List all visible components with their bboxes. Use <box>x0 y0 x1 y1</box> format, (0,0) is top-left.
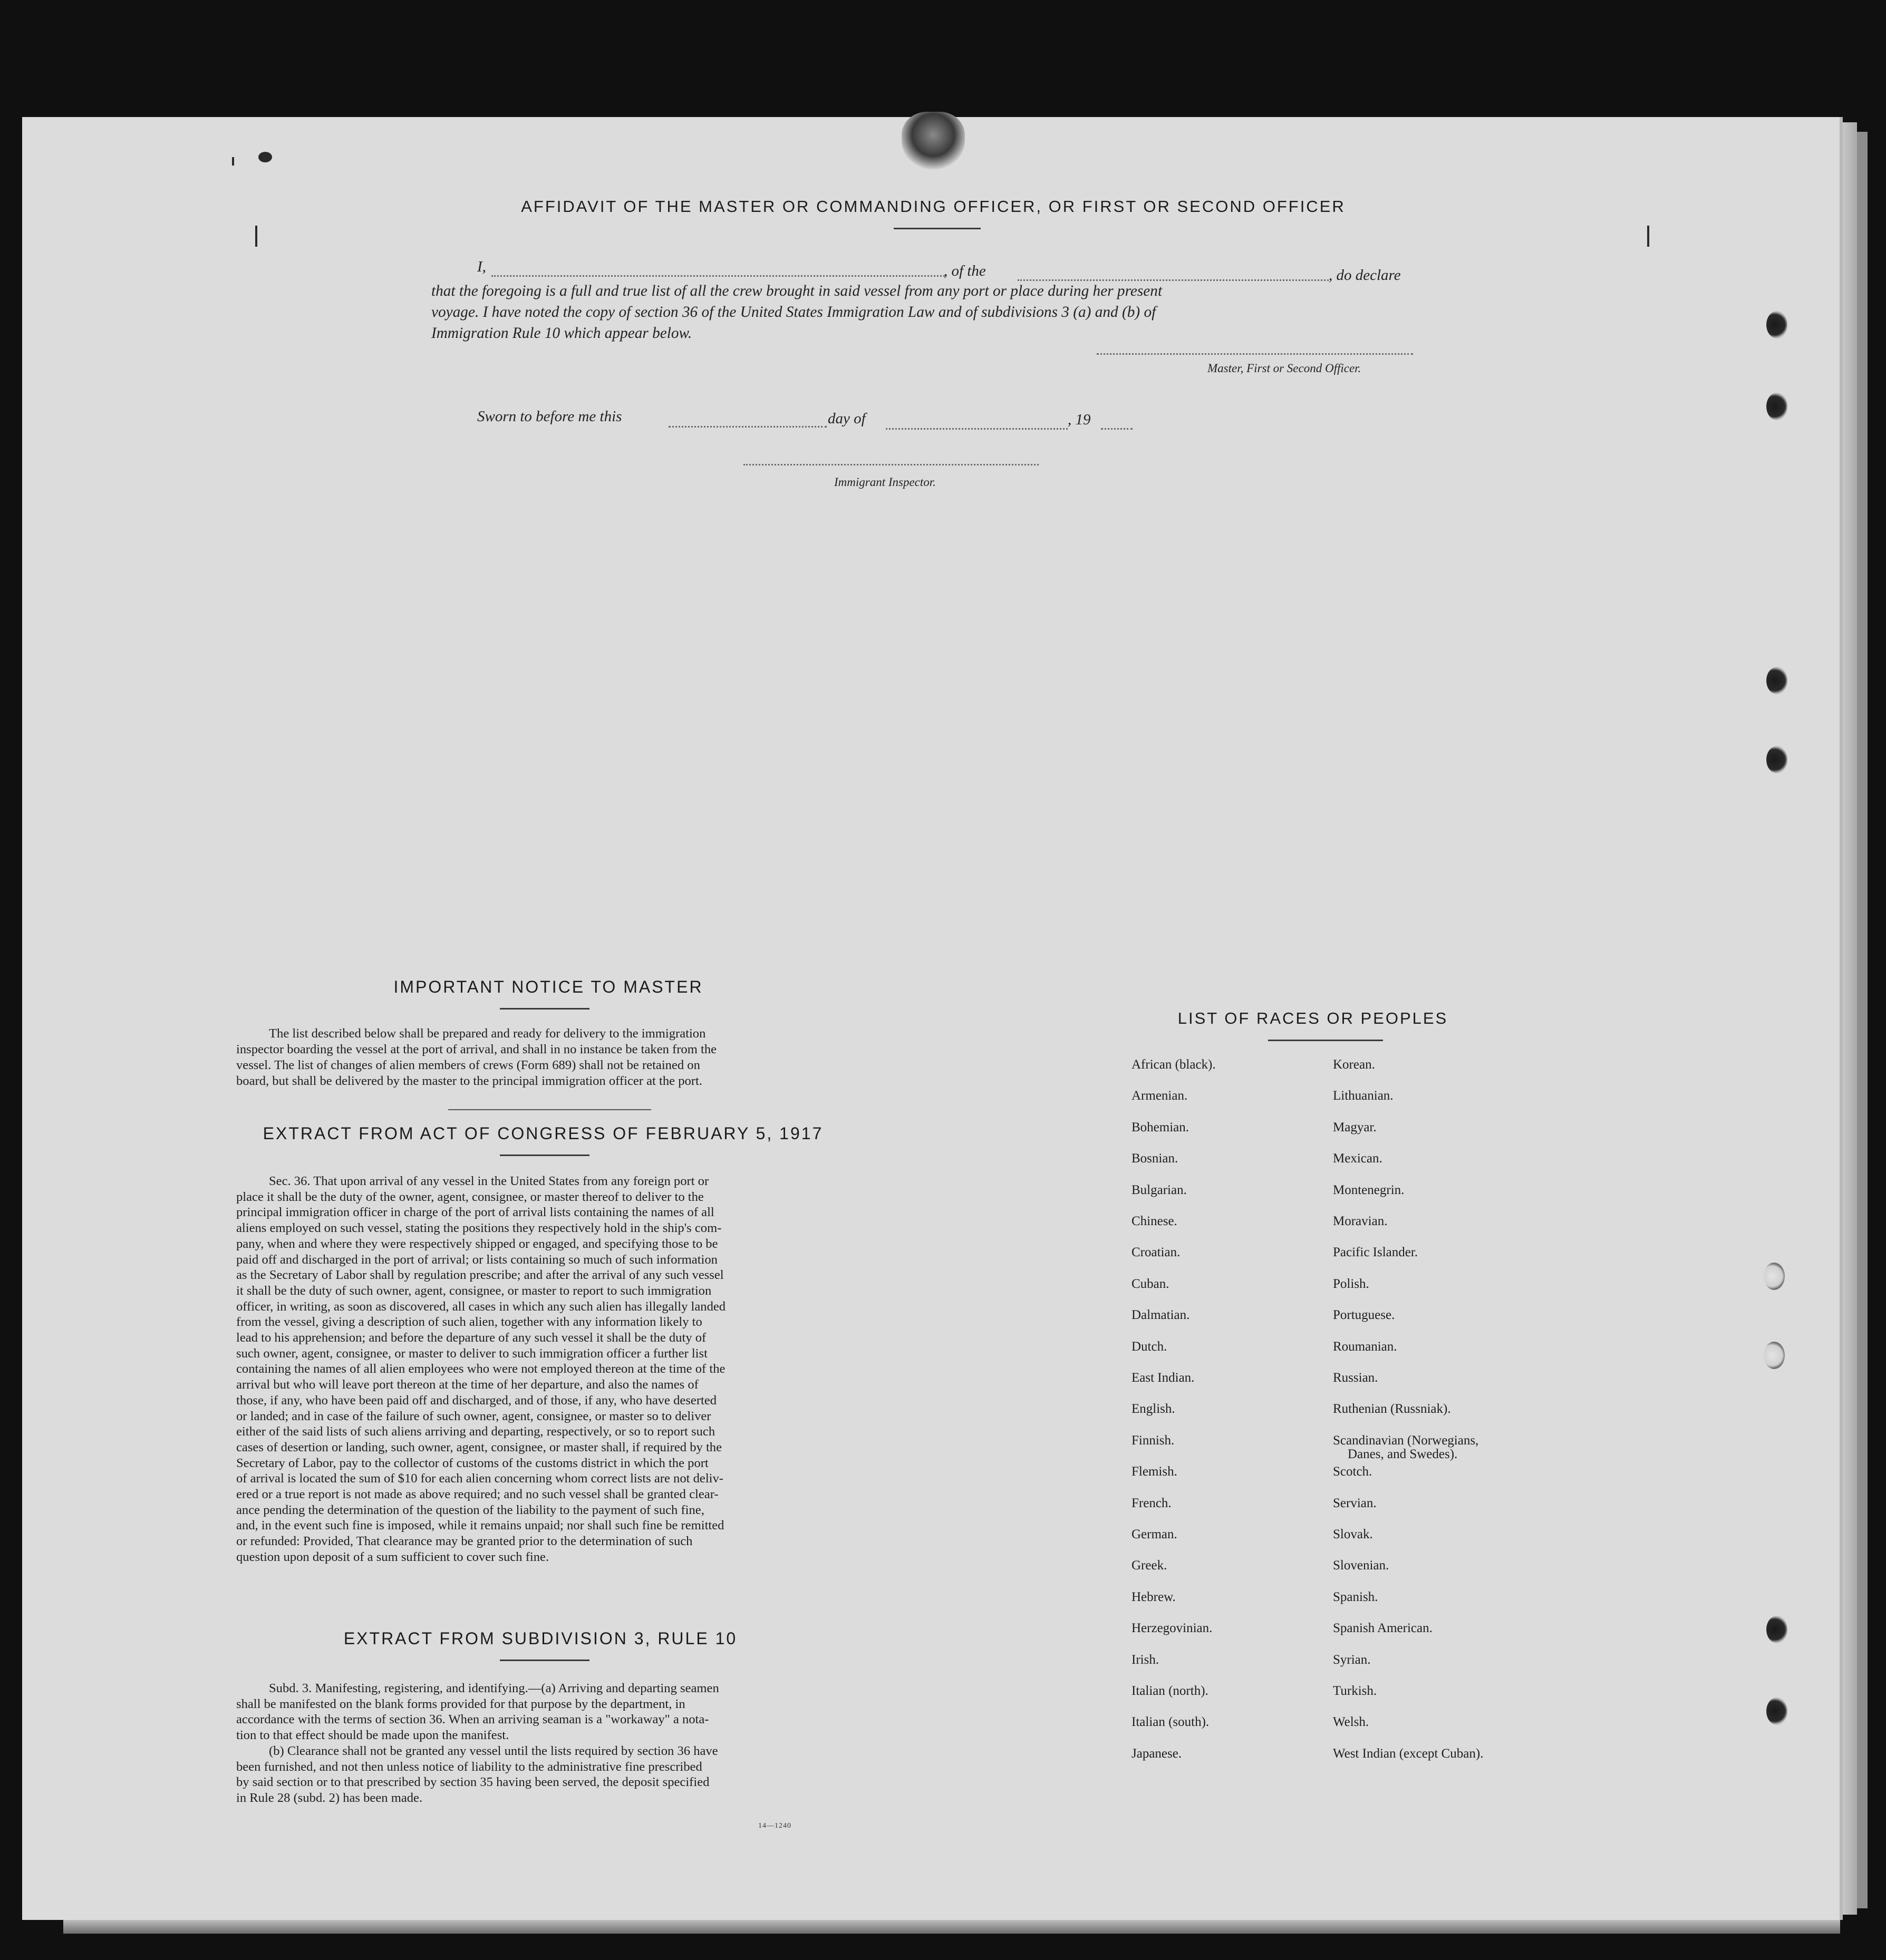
notice-line: vessel. The list of changes of alien members of crews (Form 689) shall not be retained on <box>236 1058 700 1072</box>
text-line: and, in the event such fine is imposed, while it remains unpaid; nor shall such fine be remitted <box>236 1518 724 1533</box>
race-entry: Spanish. <box>1333 1589 1378 1604</box>
notice-line: The list described below shall be prepared and ready for delivery to the immigration <box>269 1026 706 1041</box>
race-entry: Herzegovinian. <box>1131 1621 1213 1636</box>
text-line: officer, in writing, as soon as discovered, all cases in which any such alien has illegally landed <box>236 1299 726 1314</box>
affidavit-title: AFFIDAVIT OF THE MASTER OR COMMANDING OFFICER, OR FIRST OR SECOND OFFICER <box>521 197 1346 216</box>
text-line: or refunded: Provided, That clearance may be granted prior to the determination of such <box>236 1534 693 1549</box>
text-line: of arrival is located the sum of $10 for each alien concerning whom correct lists are not deliv- <box>236 1471 723 1486</box>
text-line: pany, when and where they were respectively shipped or engaged, and specifying those to be <box>236 1236 718 1251</box>
page-bottom-edge <box>63 1920 1840 1934</box>
text-line: shall be manifested on the blank forms provided for that purpose by the department, in <box>236 1696 685 1711</box>
text-line: principal immigration officer in charge of the port of arrival lists containing the names of all <box>236 1205 714 1220</box>
binder-hole <box>1764 1342 1785 1369</box>
master-signature-blank[interactable] <box>1097 353 1413 355</box>
text-line: as the Secretary of Labor shall by regulation prescribe; and after the arrival of any such vessel <box>236 1268 724 1283</box>
race-entry: Armenian. <box>1131 1089 1188 1103</box>
race-entry: Lithuanian. <box>1333 1089 1394 1103</box>
race-entry: Croatian. <box>1131 1245 1181 1260</box>
race-entry: Polish. <box>1333 1276 1369 1291</box>
text-line: paid off and discharged in the port of arrival; or lists containing so much of such information <box>236 1252 718 1267</box>
race-entry: Bulgarian. <box>1131 1182 1187 1197</box>
notice-rule <box>500 1008 589 1010</box>
affidavit-of-the: , of the <box>944 263 986 279</box>
text-line: either of the said lists of such aliens arriving and departing, respectively, or so to report such <box>236 1424 715 1439</box>
text-line: ance pending the determination of the question of the liability to the payment of such fine, <box>236 1502 704 1517</box>
sworn-month-blank[interactable] <box>886 428 1068 430</box>
text-line: in Rule 28 (subd. 2) has been made. <box>236 1790 423 1805</box>
scan-mark <box>1647 226 1649 247</box>
notice-line: board, but shall be delivered by the master to the principal immigration officer at the port. <box>236 1074 702 1088</box>
race-entry: German. <box>1131 1527 1177 1541</box>
scan-mark <box>258 152 272 162</box>
race-entry: Chinese. <box>1131 1214 1177 1228</box>
race-entry: Montenegrin. <box>1333 1182 1405 1197</box>
sworn-day-blank[interactable] <box>669 426 827 428</box>
title-rule <box>894 228 981 229</box>
affidavit-i: I, <box>477 258 486 275</box>
race-entry: Greek. <box>1131 1558 1167 1573</box>
text-line: from the vessel, giving a description of such alien, together with any information likely to <box>236 1315 702 1330</box>
page-stack-edge <box>1857 132 1868 1908</box>
binder-hole <box>1766 1616 1787 1643</box>
race-entry: Spanish American. <box>1333 1621 1433 1636</box>
binder-hole <box>1764 1263 1785 1290</box>
staple-mark <box>902 112 965 170</box>
text-line: such owner, agent, consignee, or master to deliver to such immigration officer a further list <box>236 1346 708 1361</box>
vessel-blank[interactable] <box>1018 279 1329 281</box>
inspector-signature-blank[interactable] <box>743 464 1039 465</box>
race-entry: Russian. <box>1333 1371 1378 1385</box>
text-line: ered or a true report is not made as above required; and no such vessel shall be granted clear- <box>236 1487 719 1501</box>
races-title: LIST OF RACES OR PEOPLES <box>1177 1009 1448 1027</box>
text-line: tion to that effect should be made upon the manifest. <box>236 1728 509 1743</box>
text-line: cases of desertion or landing, such owner, agent, consignee, or master shall, if required by the <box>236 1440 722 1454</box>
race-entry: African (black). <box>1131 1057 1216 1072</box>
binder-hole <box>1766 1697 1787 1725</box>
race-entry: Italian (north). <box>1131 1684 1208 1698</box>
text-line: it shall be the duty of such owner, agent, consignee, or master to report to such immigration <box>236 1283 712 1298</box>
master-signature-caption: Master, First or Second Officer. <box>1207 362 1361 375</box>
act-rule <box>500 1154 589 1156</box>
race-entry: Scandinavian (Norwegians, <box>1333 1433 1479 1448</box>
text-line: (b) Clearance shall not be granted any vessel until the lists required by section 36 have <box>269 1743 718 1758</box>
race-entry: Pacific Islander. <box>1333 1245 1418 1260</box>
binder-hole <box>1766 393 1787 420</box>
race-entry: Magyar. <box>1333 1120 1377 1134</box>
race-entry: Cuban. <box>1131 1276 1169 1291</box>
text-line: lead to his apprehension; and before the departure of any such vessel it shall be the duty of <box>236 1331 707 1345</box>
race-entry: Bosnian. <box>1131 1151 1178 1166</box>
race-entry: Dutch. <box>1131 1339 1167 1354</box>
race-entry: Slovak. <box>1333 1527 1373 1541</box>
binder-hole <box>1766 746 1787 773</box>
race-entry: Scotch. <box>1333 1464 1372 1479</box>
race-entry: Syrian. <box>1333 1652 1371 1667</box>
text-line: Secretary of Labor, pay to the collector of customs of the customs district in which the port <box>236 1456 709 1470</box>
race-entry: Portuguese. <box>1333 1308 1395 1323</box>
race-entry: East Indian. <box>1131 1371 1195 1385</box>
race-entry: Roumanian. <box>1333 1339 1397 1354</box>
race-entry: Mexican. <box>1333 1151 1382 1166</box>
race-entry: Ruthenian (Russniak). <box>1333 1402 1451 1416</box>
race-entry: Flemish. <box>1131 1464 1177 1479</box>
text-line: accordance with the terms of section 36. When an arriving seaman is a "workaway" a nota- <box>236 1712 709 1727</box>
text-line: aliens employed on such vessel, stating the positions they respectively hold in the ship's com- <box>236 1221 722 1236</box>
text-line: question upon deposit of a sum sufficient to cover such fine. <box>236 1549 549 1564</box>
race-entry: Japanese. <box>1131 1746 1182 1761</box>
race-entry: Danes, and Swedes). <box>1348 1447 1458 1461</box>
sworn-year: , 19 <box>1068 411 1091 428</box>
race-entry: English. <box>1131 1402 1175 1416</box>
act-extract-title: EXTRACT FROM ACT OF CONGRESS OF FEBRUARY 5, 1917 <box>263 1124 824 1143</box>
text-line: arrival but who will leave port thereon at the time of her departure, and also the names of <box>236 1377 699 1392</box>
race-entry: Irish. <box>1131 1652 1159 1667</box>
notice-title: IMPORTANT NOTICE TO MASTER <box>393 977 703 996</box>
race-entry: Bohemian. <box>1131 1120 1189 1134</box>
race-entry: Korean. <box>1333 1057 1375 1072</box>
affidavit-declare: , do declare <box>1329 267 1401 284</box>
name-blank[interactable] <box>491 275 945 277</box>
text-line: those, if any, who have been paid off and discharged, and of those, if any, who have deserted <box>236 1393 717 1408</box>
race-entry: Dalmatian. <box>1131 1308 1190 1323</box>
races-rule <box>1268 1040 1383 1041</box>
notice-line: inspector boarding the vessel at the port of arrival, and shall in no instance be taken from the <box>236 1042 717 1056</box>
race-entry: Welsh. <box>1333 1715 1369 1730</box>
scan-mark <box>232 157 234 166</box>
race-entry: West Indian (except Cuban). <box>1333 1746 1484 1761</box>
rule-extract-title: EXTRACT FROM SUBDIVISION 3, RULE 10 <box>343 1629 738 1648</box>
text-line: been furnished, and not then unless notice of liability to the administrative fine prescribed <box>236 1759 702 1774</box>
form-number: 14—1240 <box>758 1822 791 1830</box>
binder-hole <box>1766 311 1787 338</box>
scan-mark <box>255 226 257 247</box>
affidavit-line-3: voyage. I have noted the copy of section 36 of the United States Immigration Law and of subdivisions 3 (a) and (b) of <box>431 304 1156 321</box>
affidavit-line-2: that the foregoing is a full and true list of all the crew brought in said vessel from any port or place during her present <box>431 283 1163 299</box>
race-entry: Finnish. <box>1131 1433 1175 1448</box>
text-line: by said section or to that prescribed by section 35 having been served, the deposit specified <box>236 1775 710 1790</box>
race-entry: Hebrew. <box>1131 1589 1176 1604</box>
sworn-year-blank[interactable] <box>1101 428 1133 430</box>
sworn-prefix: Sworn to before me this <box>477 408 622 425</box>
binder-hole <box>1766 667 1787 694</box>
text-line: Subd. 3. Manifesting, registering, and identifying.—(a) Arriving and departing seamen <box>269 1681 719 1695</box>
race-entry: Servian. <box>1333 1496 1377 1510</box>
race-entry: Slovenian. <box>1333 1558 1389 1573</box>
text-line: place it shall be the duty of the owner, agent, consignee, or master thereof to deliver to the <box>236 1189 704 1204</box>
sworn-day-of: day of <box>828 410 866 427</box>
text-line: containing the names of all alien employees who were not employed thereon at the time of the <box>236 1362 726 1376</box>
text-line: Sec. 36. That upon arrival of any vessel in the United States from any foreign port or <box>269 1174 709 1188</box>
race-entry: Turkish. <box>1333 1684 1377 1698</box>
rule-extract-rule <box>500 1660 589 1661</box>
race-entry: Italian (south). <box>1131 1715 1210 1730</box>
text-line: or landed; and in case of the failure of such owner, agent, consignee, or master so to deliver <box>236 1409 711 1423</box>
race-entry: Moravian. <box>1333 1214 1388 1228</box>
document-page <box>22 117 1843 1920</box>
inspector-caption: Immigrant Inspector. <box>834 476 936 489</box>
race-entry: French. <box>1131 1496 1172 1510</box>
notice-divider <box>448 1109 651 1110</box>
affidavit-line-4: Immigration Rule 10 which appear below. <box>431 325 692 342</box>
